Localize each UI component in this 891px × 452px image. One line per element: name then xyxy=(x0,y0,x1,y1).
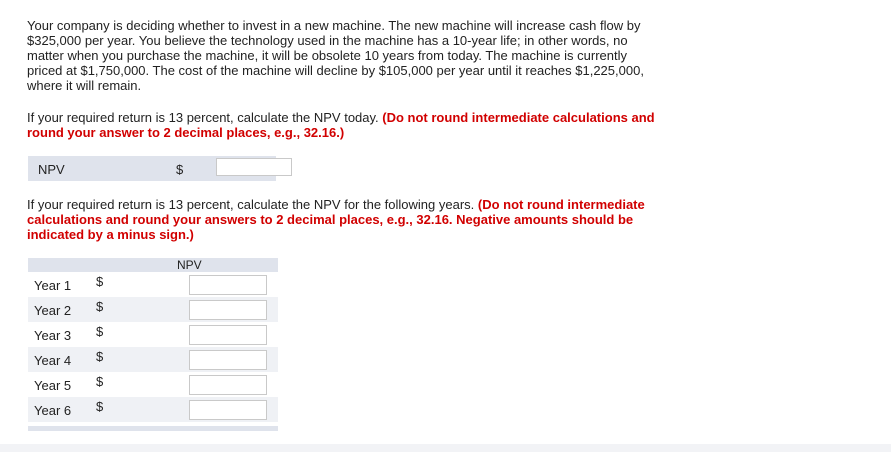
table-row xyxy=(28,297,278,322)
npv-year-1-input[interactable] xyxy=(189,275,267,295)
currency-symbol: $ xyxy=(96,299,104,314)
question-npv-today xyxy=(27,110,657,140)
year-label: Year 2 xyxy=(34,303,72,318)
question-text: If your required return is 13 percent, calculate the NPV today. xyxy=(27,110,383,125)
question-npv-years xyxy=(27,197,657,242)
table-row xyxy=(28,372,278,397)
table-row xyxy=(28,347,278,372)
currency-symbol: $ xyxy=(96,399,104,414)
npv-label: NPV xyxy=(38,162,65,177)
npv-today-input[interactable] xyxy=(216,158,292,176)
table-row xyxy=(28,322,278,347)
npv-year-6-input[interactable] xyxy=(189,400,267,420)
page-bottom-divider xyxy=(0,444,891,452)
currency-symbol: $ xyxy=(96,349,104,364)
npv-year-2-input[interactable] xyxy=(189,300,267,320)
table-row xyxy=(28,397,278,422)
npv-years-table xyxy=(28,258,278,431)
table-footer xyxy=(28,426,278,431)
rounding-instruction: (Do not round intermediate calculations and round your answers to 2 decimal places, e.g., 32.16. Negative amounts should be indicated by a minus sign.) xyxy=(27,197,645,242)
currency-symbol: $ xyxy=(96,374,104,389)
npv-year-5-input[interactable] xyxy=(189,375,267,395)
problem-statement: Your company is deciding whether to invest in a new machine. The new machine will increase cash flow by $325,000 per year. You believe the technology used in the machine has a 10-year life; in other words, no matter when you purchase the machine, it will be obsolete 10 years from today. The machine is currently priced at $1,750,000. The cost of the machine will decline by $105,000 per year until it reaches $1,225,000, where it will remain. xyxy=(27,18,644,93)
npv-year-3-input[interactable] xyxy=(189,325,267,345)
year-label: Year 4 xyxy=(34,353,72,368)
year-label: Year 3 xyxy=(34,328,72,343)
currency-symbol: $ xyxy=(176,162,184,177)
year-label: Year 1 xyxy=(34,278,72,293)
npv-today-row xyxy=(28,156,276,181)
rounding-instruction: (Do not round intermediate calculations and round your answer to 2 decimal places, e.g., 32.16.) xyxy=(27,110,655,140)
currency-symbol: $ xyxy=(96,274,104,289)
table-header xyxy=(28,258,278,272)
table-row xyxy=(28,272,278,297)
currency-symbol: $ xyxy=(96,324,104,339)
npv-year-4-input[interactable] xyxy=(189,350,267,370)
year-label: Year 5 xyxy=(34,378,72,393)
npv-column-header: NPV xyxy=(177,258,202,272)
question-text: If your required return is 13 percent, calculate the NPV for the following years. xyxy=(27,197,478,212)
year-label: Year 6 xyxy=(34,403,72,418)
